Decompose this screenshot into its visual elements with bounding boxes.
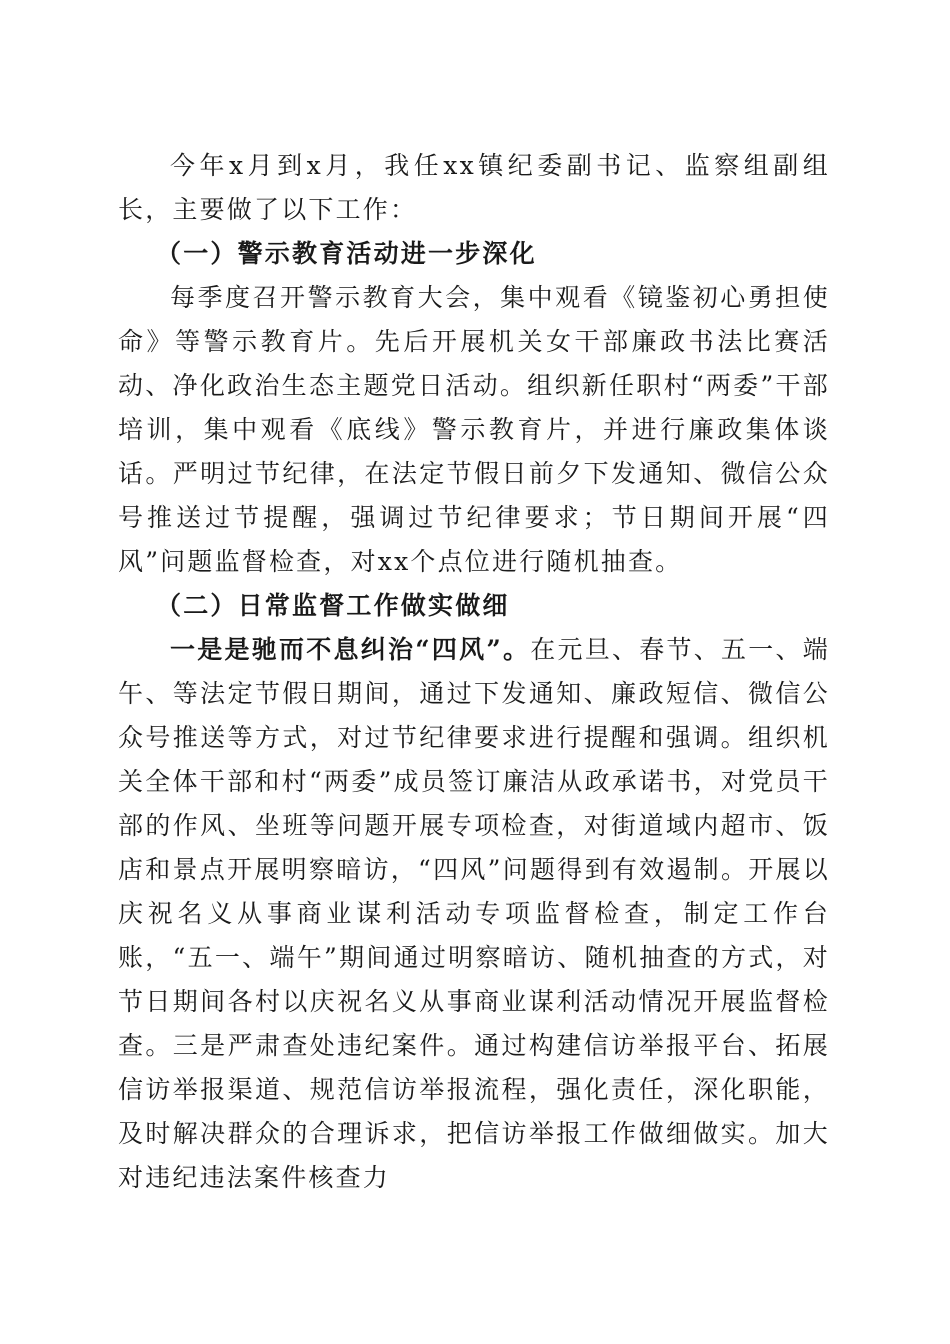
section-1-heading: （一）警示教育活动进一步深化 <box>156 239 537 268</box>
document-body <box>118 144 830 1200</box>
section-2-body: 在元旦、春节、五一、端午、等法定节假日期间，通过下发通知、廉政短信、微信公众号推送等方式，对过节纪律要求进行提醒和强调。组织机关全体干部和村“两委”成员签订廉洁从政承诺书，对党员干部的作风、坐班等问题开展专项检查，对街道域内超市、饭店和景点开展明察暗访，“四风”问题得到有效遏制。开展以庆祝名义从事商业谋利活动专项监督检查，制定工作台账，“五一、端午”期间通过明察暗访、随机抽查的方式，对节日期间各村以庆祝名义从事商业谋利活动情况开展监督检查。三是严肃查处违纪案件。通过构建信访举报平台、拓展信访举报渠道、规范信访举报流程，强化责任，深化职能，及时解决群众的合理诉求，把信访举报工作做细做实。加大对违纪违法案件核查力 <box>118 635 830 1192</box>
section-2-paragraph <box>118 628 830 1200</box>
section-2-heading: （二）日常监督工作做实做细 <box>156 591 510 620</box>
intro-paragraph: 今年x月到x月，我任xx镇纪委副书记、监察组副组长，主要做了以下工作： <box>118 151 830 224</box>
section-1-paragraph: 每季度召开警示教育大会，集中观看《镜鉴初心勇担使命》等警示教育片。先后开展机关女干部廉政书法比赛活动、净化政治生态主题党日活动。组织新任职村“两委”干部培训，集中观看《底线》警示教育片，并进行廉政集体谈话。严明过节纪律，在法定节假日前夕下发通知、微信公众号推送过节提醒，强调过节纪律要求；节日期间开展“四风”问题监督检查，对xx个点位进行随机抽查。 <box>118 283 830 576</box>
section-2-lead: 一是是驰而不息纠治“四风”。 <box>170 635 531 664</box>
